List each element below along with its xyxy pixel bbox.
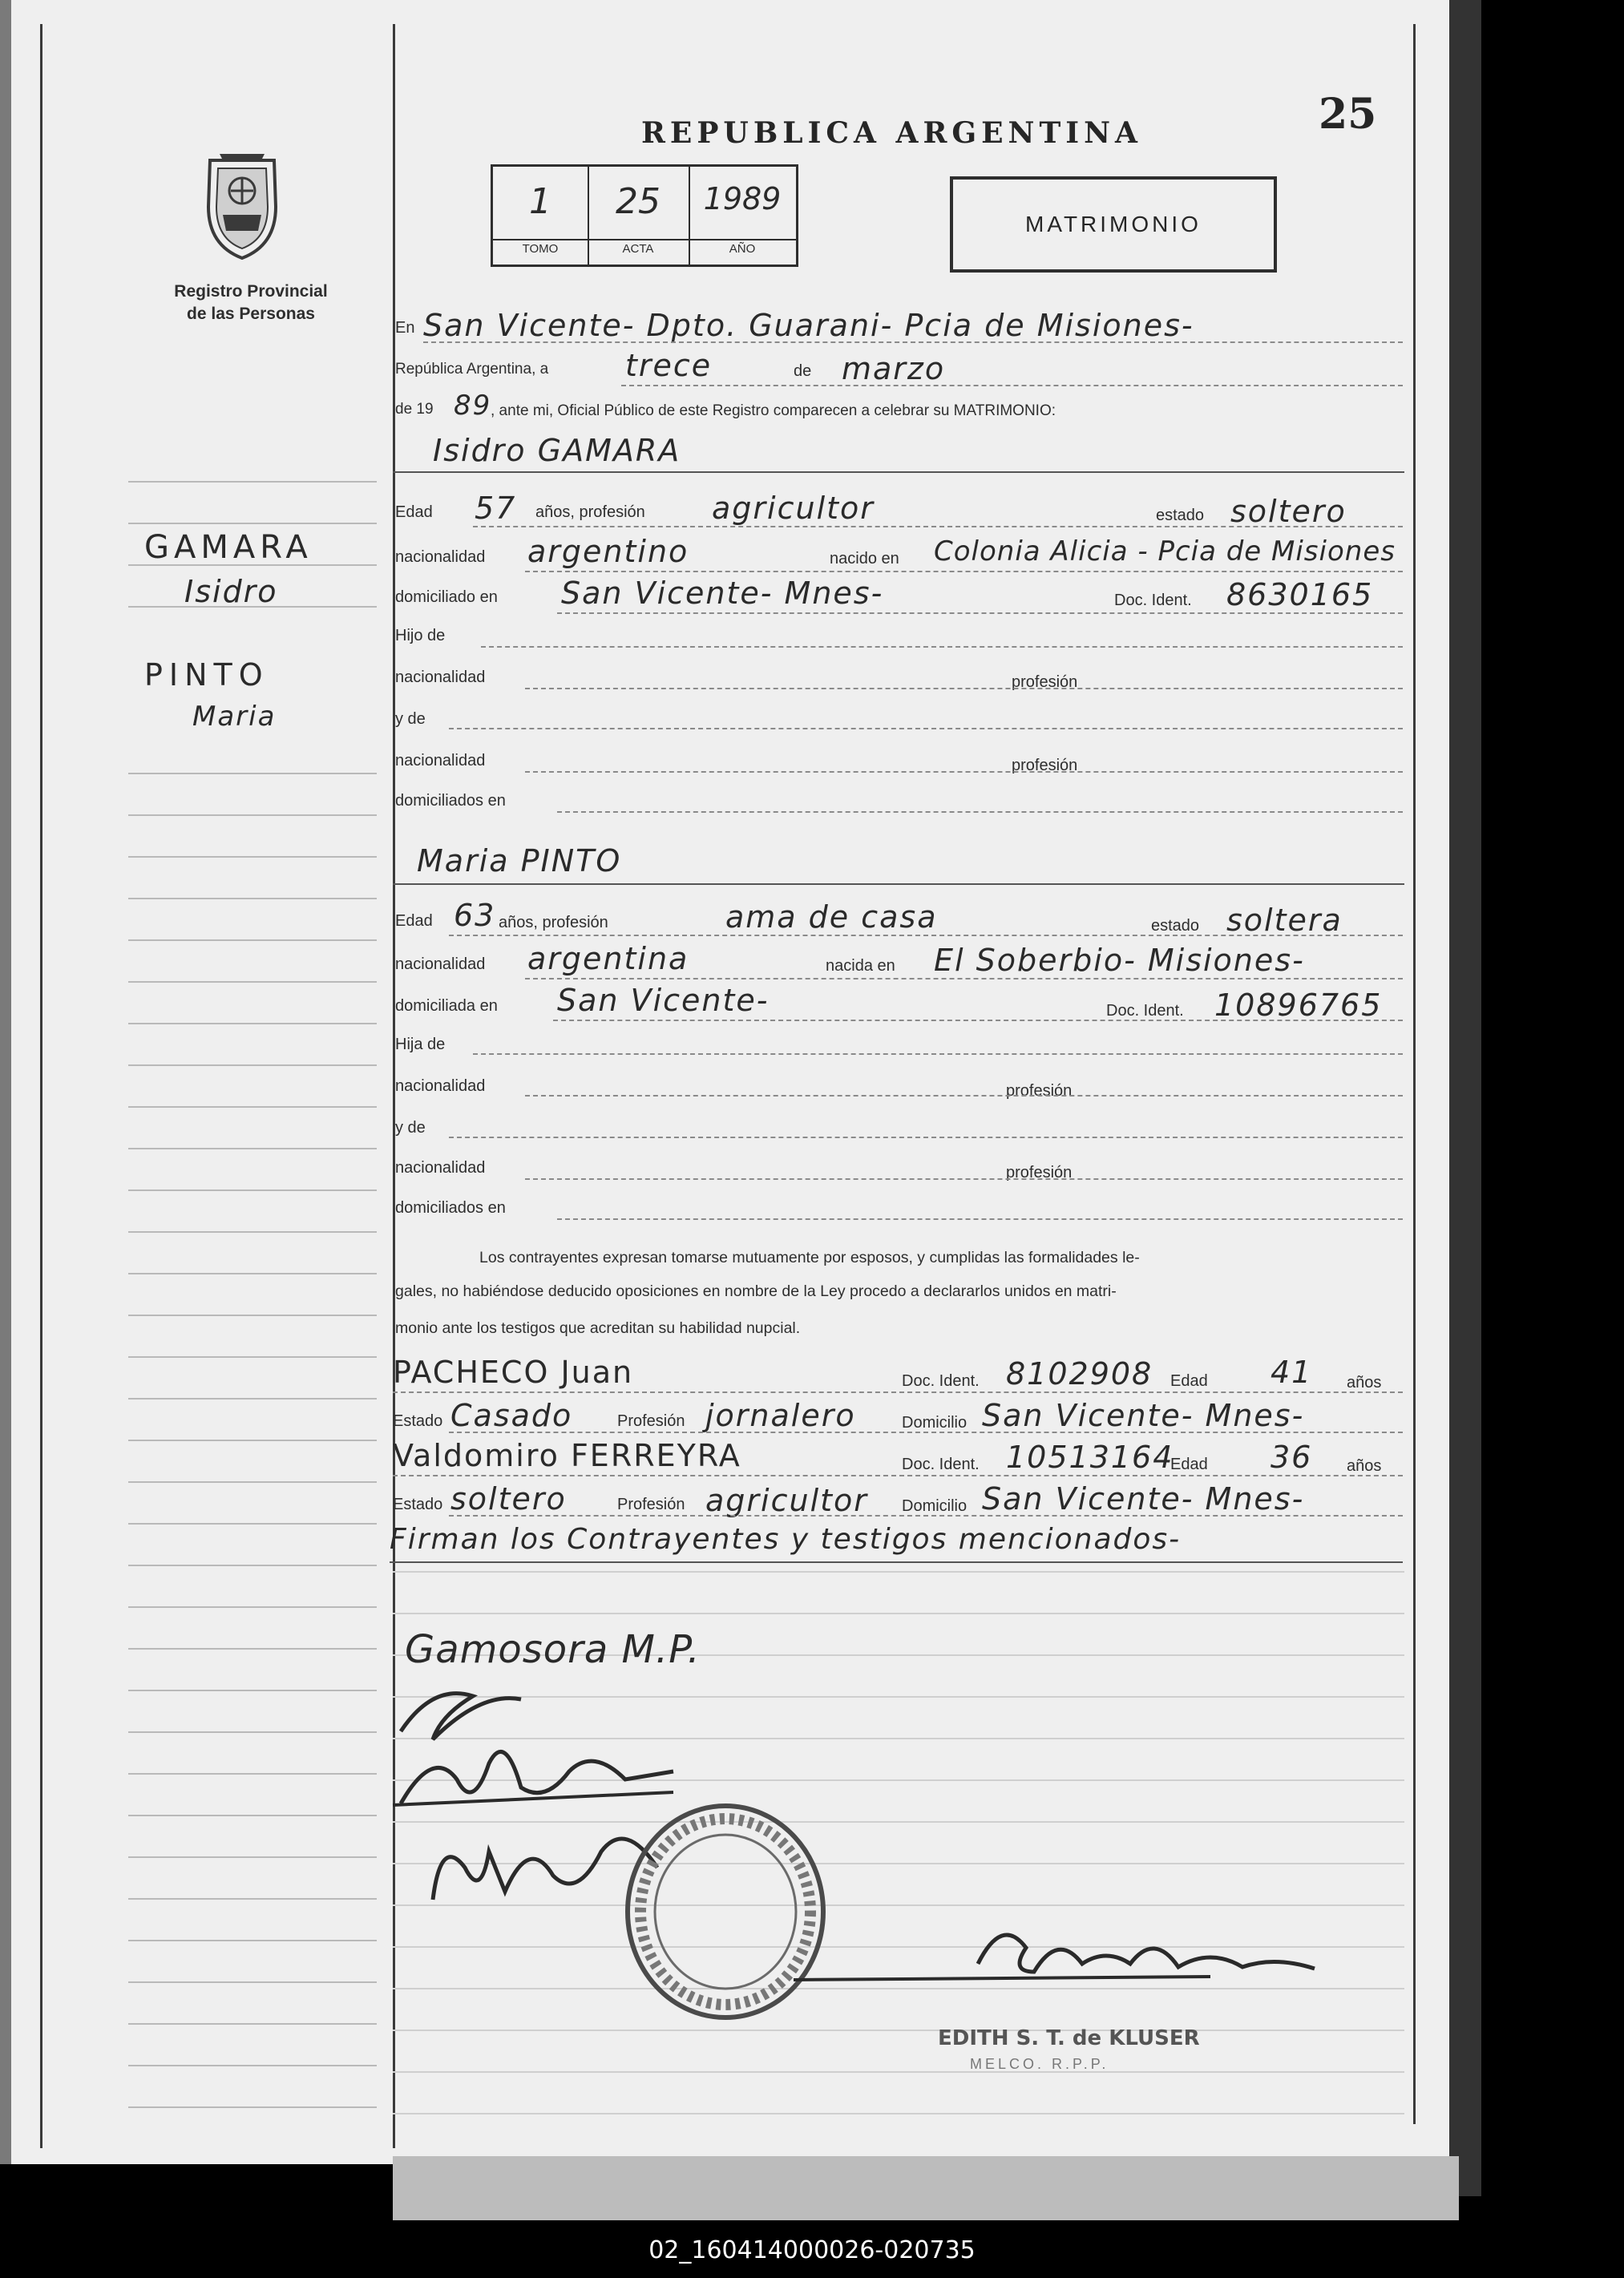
- bride-nac2-label: nacionalidad: [395, 1159, 486, 1177]
- left-border-line: [40, 24, 42, 2148]
- groom-nacionalidad-label: nacionalidad: [395, 548, 486, 566]
- bride-name-line: [393, 883, 1404, 885]
- witness1-doc: 8102908: [1006, 1356, 1153, 1391]
- tomo-value: 1: [529, 181, 551, 222]
- bride-domicilio-line: [553, 1020, 1403, 1021]
- en-label: En: [395, 319, 415, 337]
- groom-nac1-label: nacionalidad: [395, 668, 486, 686]
- groom-domicilio: San Vicente- Mnes-: [561, 576, 884, 611]
- page-number: 25: [1319, 90, 1377, 139]
- bride-prof2-label: profesión: [1006, 1164, 1073, 1181]
- closing-note-line: [390, 1561, 1403, 1563]
- signature-area-rule: [393, 2113, 1404, 2114]
- witness2-doc-label: Doc. Ident.: [902, 1456, 980, 1473]
- bride-full-name: Maria PINTO: [417, 843, 622, 878]
- margin-groom-surname: GAMARA: [144, 529, 313, 566]
- groom-full-name: Isidro GAMARA: [433, 433, 681, 468]
- groom-domicilio-line: [557, 612, 1403, 614]
- witness1-domicilio-label: Domicilio: [902, 1414, 968, 1432]
- witness1-anos-label: años: [1347, 1374, 1382, 1391]
- witness2-doc: 10513164: [1006, 1440, 1174, 1475]
- bride-nacida-label: nacida en: [826, 957, 895, 975]
- bride-domiciliados-label: domiciliados en: [395, 1199, 506, 1217]
- margin-rule: [128, 1064, 377, 1066]
- provincial-emblem-icon: [202, 151, 282, 261]
- witness1-estado-label: Estado: [393, 1412, 443, 1430]
- groom-estado: soltero: [1230, 494, 1347, 529]
- acta-cell: [588, 167, 690, 265]
- margin-rule: [128, 1731, 377, 1733]
- margin-rule: [128, 1189, 377, 1191]
- witness1-estado: Casado: [450, 1398, 573, 1433]
- registry-name-line1: Registro Provincial: [174, 282, 328, 301]
- groom-hijo-label: Hijo de: [395, 627, 446, 644]
- acta-value: 25: [616, 181, 661, 222]
- tomo-label: TOMO: [493, 239, 588, 256]
- margin-rule: [128, 856, 377, 858]
- margin-rule: [128, 1106, 377, 1108]
- witness1-name-line: [393, 1391, 1403, 1393]
- witness1-profesion-label: Profesión: [617, 1412, 685, 1430]
- margin-rule: [128, 1690, 377, 1691]
- margin-rule: [128, 898, 377, 899]
- witness2-estado-line: [449, 1515, 1403, 1517]
- bride-hija-label: Hija de: [395, 1036, 446, 1053]
- margin-rule: [128, 1565, 377, 1566]
- ano-label: AÑO: [689, 239, 796, 256]
- margin-rule: [128, 1398, 377, 1400]
- bride-edad-label: Edad: [395, 912, 433, 930]
- witness2-estado-label: Estado: [393, 1496, 443, 1513]
- margin-rule: [128, 1481, 377, 1483]
- tomo-cell: [493, 167, 589, 265]
- groom-nacido-line: [525, 571, 1403, 572]
- margin-rule: [128, 1231, 377, 1233]
- de-label: de: [794, 362, 812, 380]
- margin-rule: [128, 1356, 377, 1358]
- witness2-anos-label: años: [1347, 1457, 1382, 1475]
- bride-doc: 10896765: [1214, 988, 1383, 1023]
- country-header: REPUBLICA ARGENTINA: [641, 116, 1142, 150]
- margin-rule: [128, 939, 377, 941]
- witness1-doc-label: Doc. Ident.: [902, 1372, 980, 1390]
- closing-note: Firman los Contrayentes y testigos mencionados-: [390, 1523, 1182, 1556]
- file-id: 02_160414000026-020735: [648, 2236, 976, 2264]
- groom-nac2-label: nacionalidad: [395, 752, 486, 769]
- bride-domicilio: San Vicente-: [557, 983, 770, 1018]
- margin-rule: [128, 1856, 377, 1858]
- margin-rule: [128, 1606, 377, 1608]
- groom-name-line: [393, 471, 1404, 473]
- margin-rule: [128, 814, 377, 816]
- groom-edad: 57: [475, 491, 517, 526]
- witness1-profesion: jornalero: [705, 1398, 856, 1433]
- declaration-line3: monio ante los testigos que acreditan su habilidad nupcial.: [395, 1319, 801, 1337]
- act-number-box: [491, 164, 798, 267]
- witness2-edad: 36: [1271, 1440, 1313, 1475]
- year-prefix: de 19: [395, 401, 434, 418]
- groom-profesion: agricultor: [712, 491, 875, 526]
- bride-yde-line: [449, 1137, 1403, 1138]
- groom-nac1-line: [525, 688, 1403, 689]
- declaration-line2: gales, no habiéndose deducido oposiciones en nombre de la Ley procedo a declararlos unidos en matri-: [395, 1282, 1117, 1300]
- groom-anos-label: años, profesión: [535, 503, 645, 521]
- date-line: [621, 385, 1403, 386]
- bride-domicilio-label: domiciliada en: [395, 997, 498, 1015]
- margin-rule: [128, 773, 377, 774]
- margin-rule: [128, 1273, 377, 1274]
- bride-edad-line: [449, 935, 1403, 936]
- margin-bride-surname: PINTO: [144, 657, 269, 693]
- witness2-name: Valdomiro FERREYRA: [393, 1438, 741, 1473]
- place: San Vicente- Dpto. Guarani- Pcia de Misiones-: [423, 308, 1194, 343]
- act-type-box: [950, 176, 1277, 273]
- margin-rule: [128, 1773, 377, 1775]
- groom-estado-label: estado: [1156, 507, 1205, 524]
- bride-nac2-line: [525, 1178, 1403, 1180]
- official-role: MELCO. R.P.P.: [970, 2056, 1109, 2072]
- margin-rule: [128, 1648, 377, 1650]
- margin-groom-name: Isidro: [184, 574, 278, 609]
- groom-nac2-line: [525, 771, 1403, 773]
- groom-nacido-label: nacido en: [830, 550, 899, 567]
- ante-label: , ante mi, Oficial Público de este Registro comparecen a celebrar su MATRIMONIO:: [491, 402, 1056, 419]
- margin-rule: [128, 1815, 377, 1816]
- groom-edad-line: [473, 526, 1403, 527]
- witness2-estado: soltero: [450, 1481, 567, 1517]
- bride-domiciliados-line: [557, 1218, 1403, 1220]
- ano-value: 1989: [703, 181, 782, 216]
- groom-doc-label: Doc. Ident.: [1114, 592, 1192, 609]
- bride-nacionalidad: argentina: [527, 941, 689, 976]
- ano-cell: [689, 167, 796, 265]
- signature-area-rule: [393, 2030, 1404, 2031]
- margin-rule: [128, 1981, 377, 1983]
- margin-rule: [128, 2023, 377, 2025]
- month: marzo: [842, 351, 946, 386]
- groom-nacido: Colonia Alicia - Pcia de Misiones: [934, 535, 1396, 567]
- place-line: [423, 341, 1403, 343]
- witness1-edad: 41: [1271, 1355, 1313, 1390]
- witness1-domicilio: San Vicente- Mnes-: [982, 1398, 1305, 1433]
- witness2-edad-label: Edad: [1170, 1456, 1208, 1473]
- bride-yde-label: y de: [395, 1119, 426, 1137]
- signature-area-rule: [393, 1571, 1404, 1573]
- signature-area-rule: [393, 2071, 1404, 2073]
- bride-nacida-line: [525, 978, 1403, 979]
- witness1-estado-line: [449, 1432, 1403, 1433]
- signature-area-rule: [393, 1613, 1404, 1614]
- margin-rule: [128, 981, 377, 983]
- groom-nacionalidad: argentino: [527, 534, 689, 569]
- witness2-profesion-label: Profesión: [617, 1496, 685, 1513]
- act-type: MATRIMONIO: [1025, 212, 1202, 236]
- bride-nac1-line: [525, 1095, 1403, 1097]
- registry-name-line2: de las Personas: [187, 305, 315, 323]
- groom-doc: 8630165: [1226, 577, 1374, 612]
- registry-name: [143, 281, 359, 325]
- groom-yde-line: [449, 728, 1403, 729]
- margin-rule: [128, 1440, 377, 1441]
- bride-edad: 63: [454, 898, 496, 933]
- groom-prof2-label: profesión: [1012, 757, 1078, 774]
- witness2-profesion: agricultor: [705, 1483, 868, 1518]
- groom-domicilio-label: domiciliado en: [395, 588, 498, 606]
- margin-rule: [128, 1523, 377, 1525]
- bride-doc-label: Doc. Ident.: [1106, 1002, 1184, 1020]
- official-signature: [794, 1900, 1339, 1996]
- acta-label: ACTA: [588, 239, 689, 256]
- margin-bride-name: Maria: [192, 701, 277, 733]
- groom-edad-label: Edad: [395, 503, 433, 521]
- witness2-domicilio: San Vicente- Mnes-: [982, 1481, 1305, 1517]
- year-suffix: 89: [454, 390, 492, 422]
- republica-label: República Argentina, a: [395, 361, 549, 378]
- bride-prof1-label: profesión: [1006, 1082, 1073, 1100]
- witness1-edad-label: Edad: [1170, 1372, 1208, 1390]
- groom-hijo-line: [481, 646, 1403, 648]
- official-name: EDITH S. T. de KLUSER: [938, 2026, 1200, 2050]
- witness2-domicilio-label: Domicilio: [902, 1497, 968, 1515]
- groom-prof1-label: profesión: [1012, 673, 1078, 691]
- groom-yde-label: y de: [395, 710, 426, 728]
- book-spine: [1449, 0, 1481, 2196]
- margin-rule: [128, 1940, 377, 1941]
- margin-rule: [128, 2106, 377, 2108]
- bride-nac1-label: nacionalidad: [395, 1077, 486, 1095]
- signature-1-text: Gamosora M.P.: [405, 1627, 701, 1672]
- bride-nacionalidad-label: nacionalidad: [395, 955, 486, 973]
- day: trece: [625, 348, 713, 383]
- margin-rule: [128, 1315, 377, 1316]
- margin-rule: [128, 1023, 377, 1024]
- underlying-page: [393, 2156, 1459, 2220]
- groom-domiciliados-line: [557, 811, 1403, 813]
- page-edge: [0, 0, 11, 2164]
- groom-domiciliados-label: domiciliados en: [395, 792, 506, 810]
- margin-rule: [128, 481, 377, 483]
- bride-profesion: ama de casa: [725, 899, 938, 935]
- bride-hija-line: [473, 1053, 1403, 1055]
- declaration-line1: Los contrayentes expresan tomarse mutuamente por esposos, y cumplidas las formalidades le-: [479, 1249, 1140, 1266]
- witness2-name-line: [393, 1475, 1403, 1476]
- right-border-line: [1413, 24, 1416, 2124]
- witness1-name: PACHECO Juan: [393, 1355, 634, 1390]
- bride-anos-label: años, profesión: [499, 914, 608, 931]
- bride-estado-label: estado: [1151, 917, 1200, 935]
- margin-rule: [128, 1148, 377, 1149]
- margin-rule: [128, 2065, 377, 2066]
- margin-rule: [128, 523, 377, 524]
- margin-rule: [128, 1898, 377, 1900]
- bride-nacida: El Soberbio- Misiones-: [934, 943, 1305, 978]
- bride-estado: soltera: [1226, 903, 1343, 938]
